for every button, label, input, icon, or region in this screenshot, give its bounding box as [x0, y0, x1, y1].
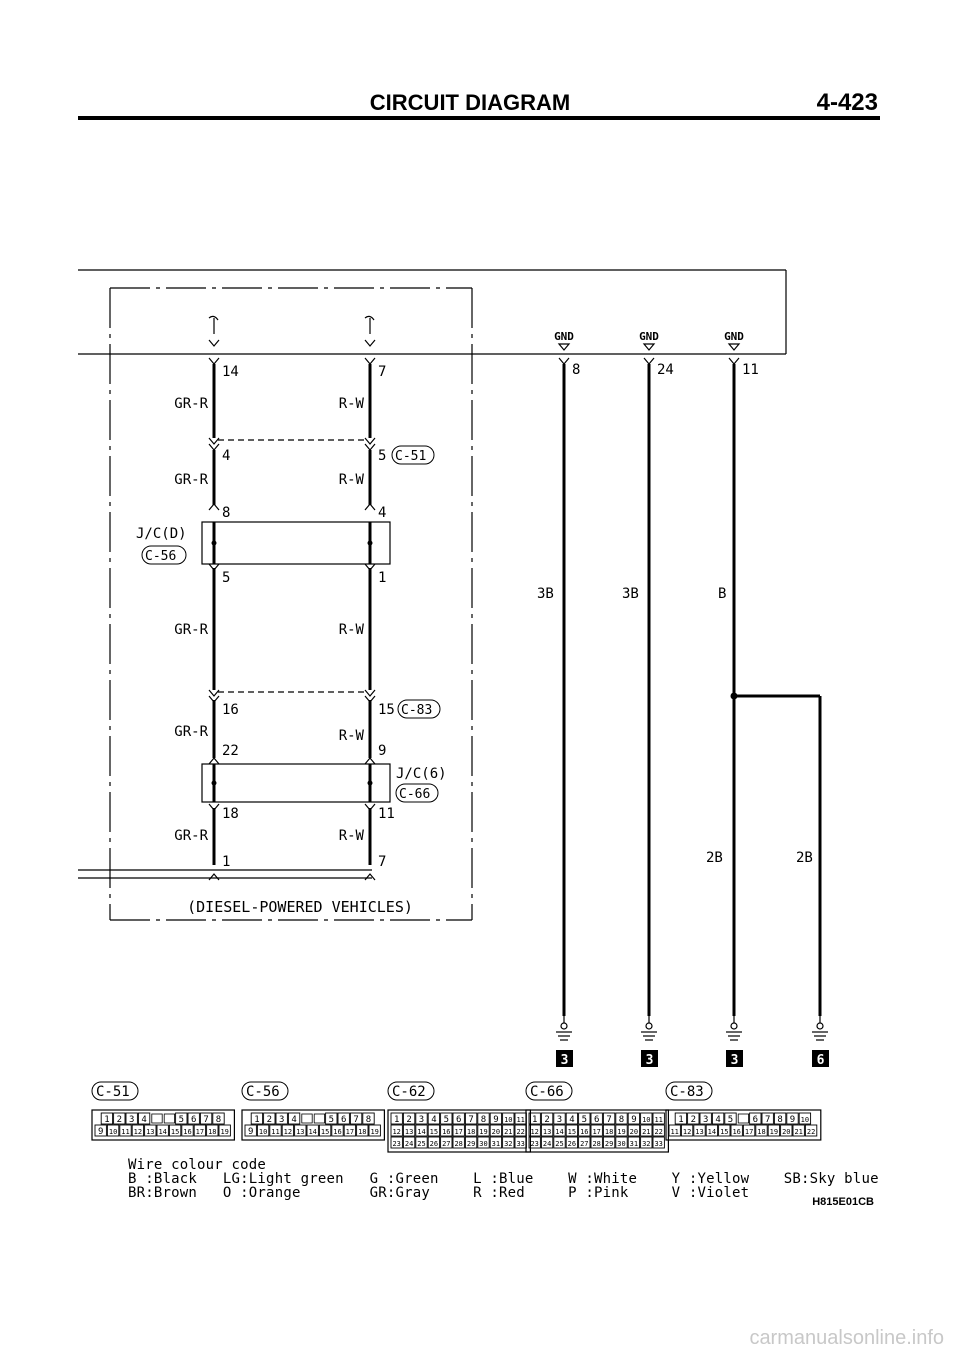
connector-pin: 15 — [170, 1128, 180, 1136]
wire-colour-label: B — [718, 586, 727, 602]
connector-pin: 3 — [418, 1115, 425, 1125]
wire-colour-label: 3B — [537, 586, 554, 602]
connector-pin: 7 — [468, 1115, 474, 1125]
wire-colour-label: GR-R — [174, 724, 208, 740]
connector-pin: 29 — [604, 1140, 614, 1148]
wire-colour-label: GR-R — [174, 472, 208, 488]
connector-pin: 21 — [794, 1128, 803, 1136]
wire-colour-label: 2B — [796, 850, 813, 866]
connector-pin: 21 — [642, 1128, 651, 1136]
connector-pin: 4 — [715, 1115, 721, 1125]
pin-label: 11 — [742, 362, 759, 378]
connector-pin: 20 — [782, 1128, 791, 1136]
connector-pin: 13 — [404, 1128, 414, 1136]
connector-pin: 8 — [618, 1115, 625, 1125]
legend-line-1: B :Black LG:Light green G :Green L :Blue W :White Y :Yellow SB:Sky blue — [128, 1171, 879, 1187]
connector-pin: 14 — [308, 1128, 317, 1136]
diesel-box — [110, 288, 472, 920]
connector-pin: 11 — [654, 1116, 663, 1124]
connector-pin: 5 — [443, 1115, 450, 1125]
jc6-label: J/C(6) — [396, 766, 447, 782]
connector-pin: 8 — [480, 1115, 487, 1125]
wire-colour-label: R-W — [338, 396, 364, 412]
connector-pin: 31 — [629, 1140, 639, 1148]
connector-pin: 14 — [417, 1128, 426, 1136]
connector-pin: 13 — [296, 1128, 305, 1136]
pin-label: 11 — [378, 806, 395, 822]
connector-pin: 17 — [195, 1128, 205, 1136]
connector-pin: 6 — [340, 1115, 347, 1125]
connector-pin: 2 — [406, 1115, 412, 1125]
connector-pin: 8 — [365, 1115, 372, 1125]
pin-label: 8 — [572, 362, 581, 378]
connector-pin: 11 — [516, 1116, 525, 1124]
connector-pin: 1 — [254, 1115, 260, 1125]
connector-pin: 16 — [732, 1128, 741, 1136]
connector-pin: 4 — [141, 1115, 147, 1125]
connector-pin: 16 — [183, 1128, 192, 1136]
ground-ref-3: 3 — [645, 1053, 654, 1068]
connector-pin: 10 — [800, 1116, 810, 1124]
connector-c-51 — [92, 1082, 234, 1140]
connector-pin: 10 — [258, 1128, 268, 1136]
connector-pin: 12 — [392, 1128, 401, 1136]
connector-pin: 33 — [654, 1140, 663, 1148]
pin-label: 9 — [378, 743, 387, 759]
connector-pin: 17 — [744, 1128, 754, 1136]
connector-pin: 5 — [178, 1115, 185, 1125]
connector-label: C-62 — [392, 1084, 426, 1100]
connector-pin: 9 — [247, 1127, 254, 1137]
connector-pin: 4 — [569, 1115, 575, 1125]
connector-pin: 7 — [353, 1115, 359, 1125]
wire-colour-label: GR-R — [174, 396, 208, 412]
pin-label: 4 — [378, 505, 387, 521]
connector-pin: 5 — [581, 1115, 588, 1125]
connector-faces — [92, 1082, 821, 1152]
connector-pin: 16 — [333, 1128, 342, 1136]
wire-colour-label: GR-R — [174, 622, 208, 638]
c83-label: C-83 — [401, 703, 433, 718]
connector-pin: 1 — [393, 1115, 400, 1125]
connector-pin: 30 — [479, 1140, 488, 1148]
pin-label: 7 — [378, 854, 387, 870]
connector-pin: 19 — [220, 1128, 229, 1136]
connector-pin: 19 — [617, 1128, 626, 1136]
connector-pin: 9 — [493, 1115, 499, 1125]
wire-colour-label: 2B — [706, 850, 723, 866]
connector-pin: 27 — [580, 1140, 589, 1148]
connector-pin: 1 — [678, 1115, 684, 1125]
connector-pin: 15 — [720, 1128, 729, 1136]
connector-pin: 15 — [429, 1128, 439, 1136]
connector-pin: 3 — [278, 1115, 285, 1125]
pin-label: 14 — [222, 364, 239, 380]
pin-label: 1 — [222, 854, 231, 870]
gnd-label: GND — [554, 330, 574, 343]
connector-pin: 29 — [466, 1140, 476, 1148]
connector-pin: 11 — [670, 1128, 679, 1136]
connector-pin: 22 — [516, 1128, 525, 1136]
pin-label: 15 — [378, 702, 395, 718]
connector-pin: 26 — [429, 1140, 439, 1148]
connector-pin: 24 — [542, 1140, 552, 1148]
connector-pin: 12 — [283, 1128, 293, 1136]
connector-pin: 28 — [592, 1140, 601, 1148]
wire-colour-label: R-W — [338, 728, 364, 744]
connector-pin: 30 — [617, 1140, 626, 1148]
connector-pin: 7 — [606, 1115, 612, 1125]
connector-pin: 20 — [629, 1128, 639, 1136]
connector-label: C-56 — [246, 1084, 280, 1100]
connector-pin: 6 — [593, 1115, 600, 1125]
page-title: CIRCUIT DIAGRAM — [369, 90, 571, 115]
connector-pin: 16 — [580, 1128, 589, 1136]
connector-pin: 23 — [530, 1140, 539, 1148]
gnd-label: GND — [724, 330, 744, 343]
watermark: carmanualsonline.info — [749, 1327, 944, 1349]
connector-pin: 2 — [544, 1115, 550, 1125]
c51-label: C-51 — [395, 449, 427, 464]
pin-label: 16 — [222, 702, 239, 718]
wire-colour-label: R-W — [338, 828, 364, 844]
connector-pin: 31 — [491, 1140, 501, 1148]
connector-pin: 11 — [271, 1128, 280, 1136]
connector-pin: 21 — [504, 1128, 513, 1136]
connector-pin: 25 — [417, 1140, 426, 1148]
pin-label: 4 — [222, 448, 231, 464]
pin-label: 22 — [222, 743, 239, 759]
connector-pin: 12 — [682, 1128, 692, 1136]
connector-pin: 9 — [97, 1127, 104, 1137]
connector-pin: 14 — [158, 1128, 167, 1136]
ground-ref-3: 3 — [560, 1053, 569, 1068]
connector-pin: 7 — [764, 1115, 771, 1125]
connector-pin: 13 — [542, 1128, 552, 1136]
connector-pin: 7 — [203, 1115, 209, 1125]
connector-pin: 19 — [370, 1128, 379, 1136]
connector-pin: 23 — [392, 1140, 401, 1148]
connector-pin: 17 — [592, 1128, 601, 1136]
pin-label: 5 — [378, 448, 387, 464]
connector-pin: 27 — [442, 1140, 451, 1148]
pin-label: 24 — [657, 362, 674, 378]
connector-pin: 33 — [516, 1140, 525, 1148]
junction-connector-6 — [202, 764, 390, 802]
connector-pin: 9 — [631, 1115, 637, 1125]
connector-pin: 10 — [108, 1128, 118, 1136]
connector-label: C-66 — [530, 1084, 564, 1100]
connector-pin: 32 — [642, 1140, 651, 1148]
connector-pin: 19 — [769, 1128, 779, 1136]
connector-pin: 8 — [215, 1115, 222, 1125]
connector-label: C-83 — [670, 1084, 704, 1100]
connector-pin: 6 — [190, 1115, 197, 1125]
connector-pin: 14 — [707, 1128, 717, 1136]
connector-pin: 18 — [466, 1128, 476, 1136]
jcd-label: J/C(D) — [136, 526, 187, 542]
connector-pin: 1 — [104, 1115, 110, 1125]
connector-c-56 — [242, 1082, 384, 1140]
connector-pin: 6 — [752, 1115, 759, 1125]
connector-pin: 24 — [404, 1140, 414, 1148]
connector-pin: 18 — [757, 1128, 766, 1136]
pin-label: 8 — [222, 505, 231, 521]
connector-pin: 28 — [454, 1140, 463, 1148]
frame-lines — [78, 270, 786, 878]
connector-c-83 — [666, 1082, 821, 1140]
connector-pin: 2 — [690, 1115, 697, 1125]
pin-label: 18 — [222, 806, 239, 822]
connector-pin: 5 — [328, 1115, 335, 1125]
connector-pin: 14 — [555, 1128, 564, 1136]
connector-pin: 22 — [654, 1128, 663, 1136]
c66-label: C-66 — [399, 787, 431, 802]
pin-label: 7 — [378, 364, 387, 380]
connector-label: C-51 — [96, 1084, 130, 1100]
connector-pin: 22 — [806, 1128, 816, 1136]
connector-pin: 32 — [504, 1140, 513, 1148]
connector-pin: 9 — [789, 1115, 796, 1125]
connector-pin: 4 — [431, 1115, 437, 1125]
wire-colour-label: R-W — [338, 472, 364, 488]
connector-pin: 3 — [702, 1115, 709, 1125]
diesel-note: (DIESEL-POWERED VEHICLES) — [187, 898, 413, 916]
page-number: 4-423 — [816, 89, 878, 116]
gnd-label: GND — [639, 330, 659, 343]
connector-pin: 20 — [491, 1128, 501, 1136]
connector-pin: 12 — [530, 1128, 539, 1136]
connector-c-66 — [526, 1082, 668, 1152]
connector-pin: 26 — [567, 1140, 577, 1148]
connector-pin: 11 — [121, 1128, 130, 1136]
connector-pin: 3 — [128, 1115, 135, 1125]
legend-title: Wire colour code — [128, 1157, 267, 1173]
ground-ref-3: 3 — [730, 1053, 739, 1068]
legend-line-2: BR:Brown O :Orange GR:Gray R :Red P :Pink V :Violet — [128, 1185, 750, 1201]
wire-colour-label: GR-R — [174, 828, 208, 844]
connector-pin: 6 — [455, 1115, 462, 1125]
connector-pin: 18 — [208, 1128, 217, 1136]
connector-pin: 18 — [358, 1128, 367, 1136]
connector-pin: 4 — [291, 1115, 297, 1125]
wire-colour-label: R-W — [338, 622, 364, 638]
ground-ref-6: 6 — [816, 1053, 825, 1068]
connector-pin: 19 — [479, 1128, 488, 1136]
pin-label: 1 — [378, 570, 387, 586]
connector-pin: 1 — [531, 1115, 538, 1125]
connector-pin: 15 — [320, 1128, 330, 1136]
connector-pin: 13 — [146, 1128, 155, 1136]
left-circuit — [136, 316, 447, 916]
connector-pin: 8 — [777, 1115, 783, 1125]
connector-pin: 17 — [454, 1128, 463, 1136]
connector-pin: 25 — [555, 1140, 564, 1148]
connector-pin: 10 — [642, 1116, 651, 1124]
c56-label: C-56 — [145, 549, 177, 564]
connector-pin: 16 — [442, 1128, 451, 1136]
junction-connector-d — [202, 522, 390, 564]
pin-label: 5 — [222, 570, 231, 586]
wire-colour-label: 3B — [622, 586, 639, 602]
connector-pin: 15 — [567, 1128, 577, 1136]
right-circuit — [537, 330, 829, 1068]
diagram-code: H815E01CB — [812, 1196, 874, 1208]
connector-pin: 5 — [727, 1115, 734, 1125]
connector-pin: 12 — [133, 1128, 143, 1136]
connector-pin: 18 — [604, 1128, 614, 1136]
connector-c-62 — [388, 1082, 530, 1152]
connector-pin: 10 — [504, 1116, 513, 1124]
connector-pin: 3 — [556, 1115, 563, 1125]
connector-pin: 2 — [116, 1115, 123, 1125]
connector-pin: 2 — [266, 1115, 273, 1125]
connector-pin: 17 — [345, 1128, 355, 1136]
connector-pin: 13 — [695, 1128, 704, 1136]
